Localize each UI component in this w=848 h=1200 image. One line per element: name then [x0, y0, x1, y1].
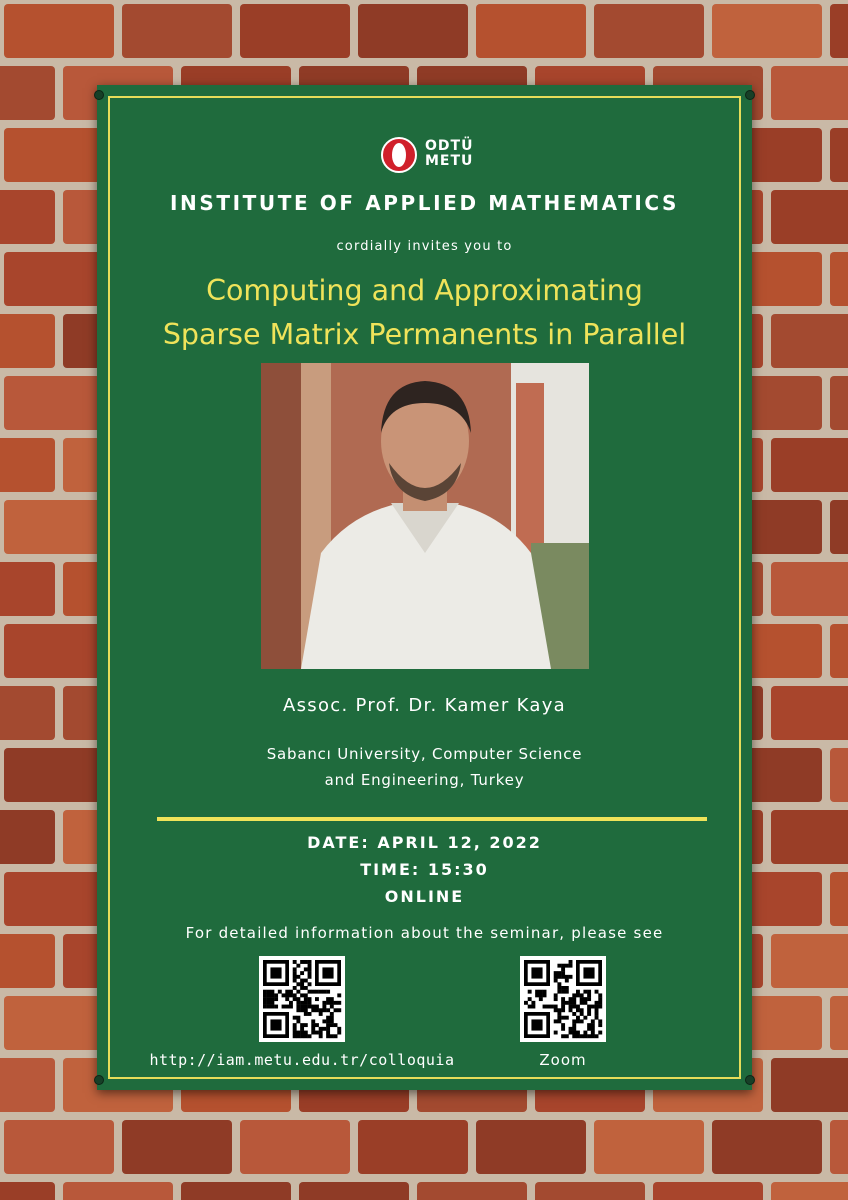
event-mode: ONLINE [384, 887, 465, 906]
talk-title-line-2: Sparse Matrix Permanents in Parallel [162, 318, 687, 351]
speaker-name: Assoc. Prof. Dr. Kamer Kaya [282, 695, 567, 716]
zoom-label: Zoom [539, 1051, 587, 1069]
logo-text-top: ODTÜ [425, 138, 474, 154]
nail-icon [94, 1075, 104, 1085]
detail-text: For detailed information about the seminar, please see [185, 924, 664, 942]
colloquia-link[interactable]: http://iam.metu.edu.tr/colloquia [149, 1051, 455, 1069]
nail-icon [94, 90, 104, 100]
metu-logo-icon [381, 137, 417, 173]
event-date: DATE: APRIL 12, 2022 [307, 833, 542, 852]
nail-icon [745, 1075, 755, 1085]
metu-logo [381, 137, 474, 177]
affiliation-line-2: and Engineering, Turkey [324, 771, 525, 789]
invitation-text: cordially invites you to [336, 239, 513, 254]
institute-heading: INSTITUTE OF APPLIED MATHEMATICS [169, 191, 680, 215]
talk-title [97, 269, 752, 357]
speaker-photo-illustration [261, 363, 589, 669]
zoom-qr-code-icon[interactable] [520, 956, 606, 1042]
nail-icon [745, 90, 755, 100]
event-time: TIME: 15:30 [360, 860, 489, 879]
speaker-photo [261, 363, 589, 669]
speaker-affiliation [97, 741, 752, 793]
logo-text [425, 139, 473, 169]
colloquia-qr-code-icon[interactable] [259, 956, 345, 1042]
talk-title-line-1: Computing and Approximating [206, 274, 643, 307]
affiliation-line-1: Sabancı University, Computer Science [266, 745, 583, 763]
divider-line [157, 817, 707, 821]
logo-text-bottom: METU [425, 153, 474, 169]
poster-board [97, 85, 752, 1090]
